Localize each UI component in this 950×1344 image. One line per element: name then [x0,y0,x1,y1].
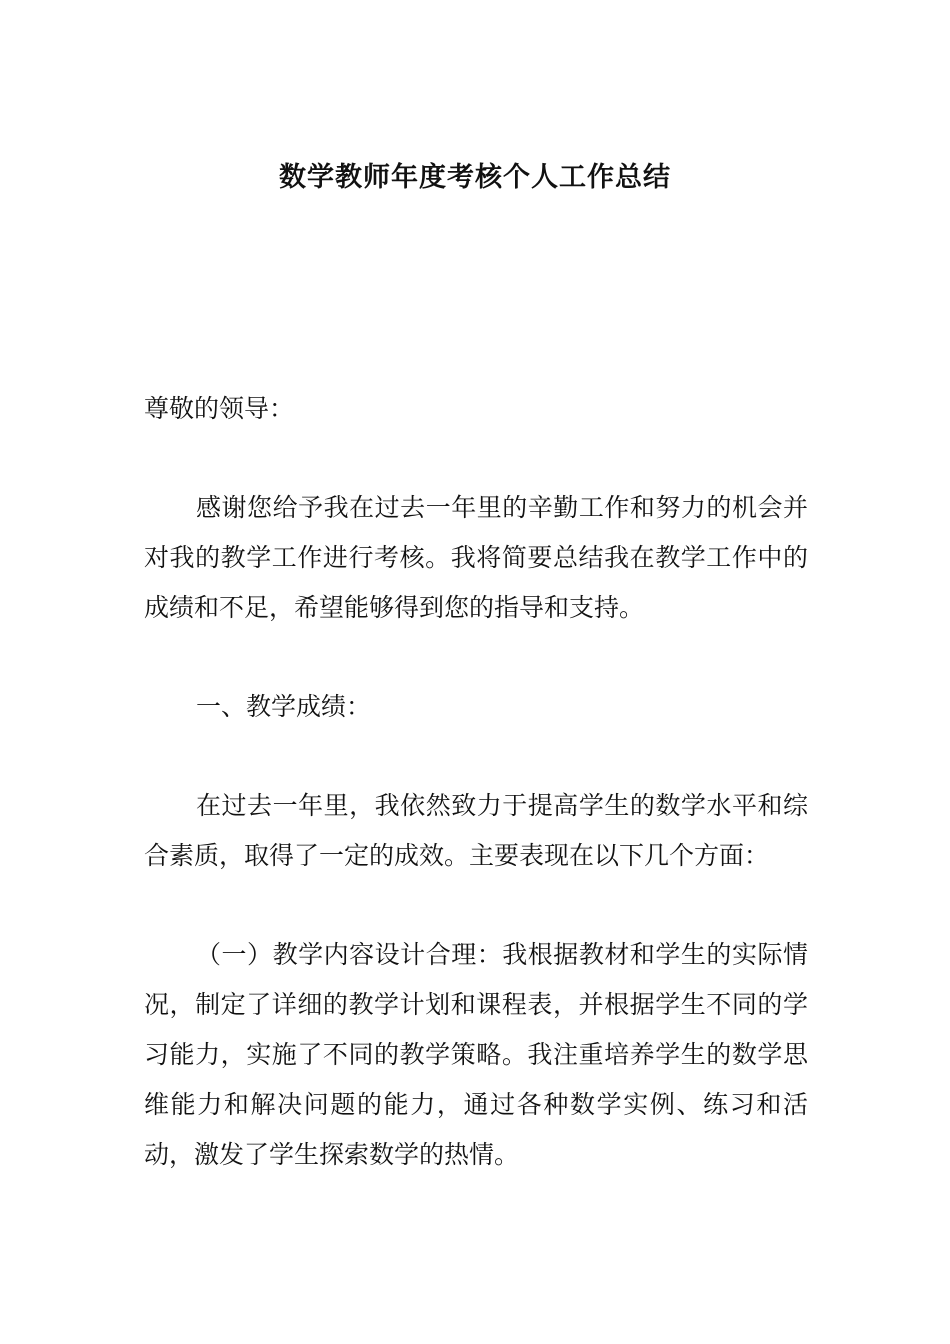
section-heading-teaching-results: 一、教学成绩： [196,692,372,721]
paragraph-intro: 感谢您给予我在过去一年里的辛勤工作和努力的机会并对我的教学工作进行考核。我将简要总结我在教学工作中的成绩和不足，希望能够得到您的指导和支持。 [144,493,808,622]
document-title: 数学教师年度考核个人工作总结 [279,162,671,193]
paragraph-content-design: （一）教学内容设计合理：我根据教材和学生的实际情况，制定了详细的教学计划和课程表，并根据学生不同的学习能力，实施了不同的教学策略。我注重培养学生的数学思维能力和解决问题的能力，通过各种数学实例、练习和活动，激发了学生探索数学的热情。 [144,940,808,1169]
greeting: 尊敬的领导： [144,394,295,423]
paragraph-results-overview: 在过去一年里，我依然致力于提高学生的数学水平和综合素质，取得了一定的成效。主要表现在以下几个方面： [144,791,808,870]
